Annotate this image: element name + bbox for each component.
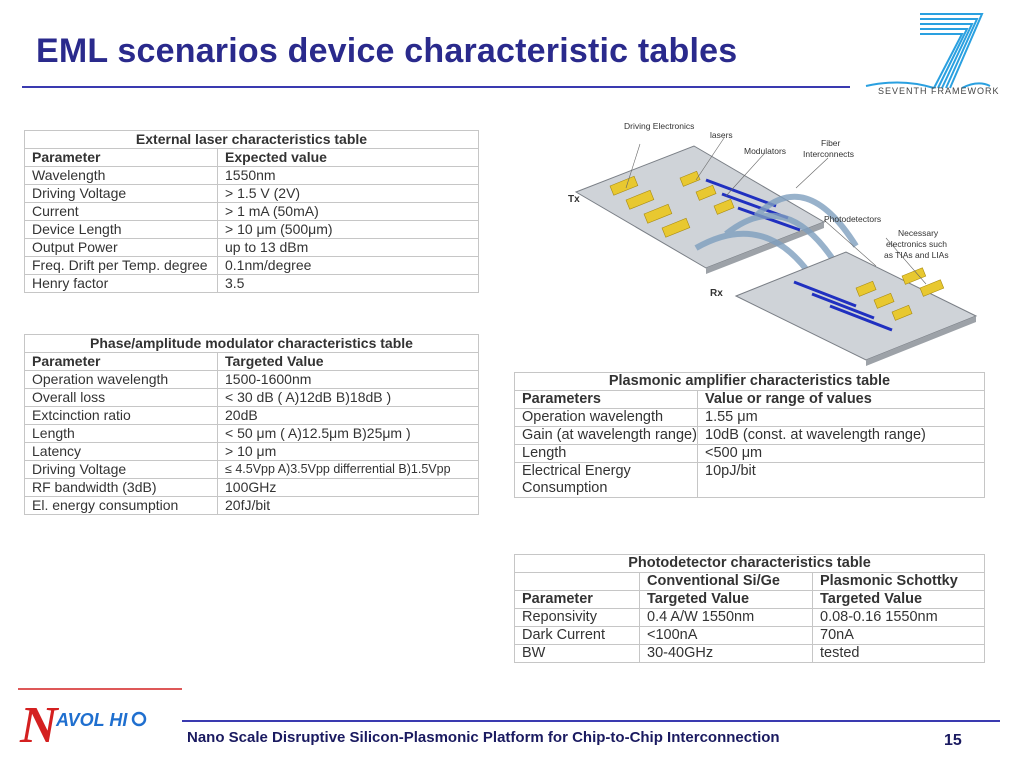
column-header: Expected value (218, 149, 479, 167)
label-driving-electronics: Driving Electronics (624, 121, 695, 131)
table-row (515, 463, 985, 498)
label-fiber: Fiber (821, 138, 841, 148)
column-group-header: Plasmonic Schottky (813, 573, 985, 591)
table-cell: Driving Voltage (25, 461, 218, 479)
table-cell: Henry factor (25, 275, 218, 293)
laser-characteristics-table (24, 130, 479, 293)
table-cell: ≤ 4.5Vpp A)3.5Vpp differrential B)1.5Vpp (218, 461, 479, 479)
table-cell: Dark Current (515, 627, 640, 645)
column-header: Targeted Value (218, 353, 479, 371)
table-cell: 1.55 μm (698, 409, 985, 427)
column-header: Parameters (515, 391, 698, 409)
table-row (515, 445, 985, 463)
table-cell: Reponsivity (515, 609, 640, 627)
column-header: Targeted Value (813, 591, 985, 609)
table-row (25, 479, 479, 497)
table-cell: Freq. Drift per Temp. degree (25, 257, 218, 275)
table-cell: 0.08-0.16 1550nm (813, 609, 985, 627)
tx-rx-chip-diagram (556, 116, 1000, 370)
slide-title: EML scenarios device characteristic tables (36, 32, 738, 70)
page-number: 15 (944, 732, 962, 749)
table-cell: Extcinction ratio (25, 407, 218, 425)
title-divider (22, 86, 850, 88)
table-cell: > 10 μm (500μm) (218, 221, 479, 239)
table-row (25, 497, 479, 515)
table-row (25, 167, 479, 185)
fp7-logo (862, 8, 992, 96)
table-cell: > 1 mA (50mA) (218, 203, 479, 221)
table-row (25, 389, 479, 407)
table-row (25, 221, 479, 239)
table-caption: Plasmonic amplifier characteristics table (515, 373, 985, 391)
table-row (515, 427, 985, 445)
table-cell: El. energy consumption (25, 497, 218, 515)
modulator-characteristics-table (24, 334, 479, 515)
label-rx: Rx (710, 288, 723, 299)
table-cell: Driving Voltage (25, 185, 218, 203)
column-header: Parameter (25, 353, 218, 371)
table-caption: Phase/amplitude modulator characteristics table (25, 335, 479, 353)
table-cell: 0.1nm/degree (218, 257, 479, 275)
table-row (25, 425, 479, 443)
table-row (515, 609, 985, 627)
table-row (25, 407, 479, 425)
table-row (25, 203, 479, 221)
table-row (25, 443, 479, 461)
table-cell: Operation wavelength (515, 409, 698, 427)
table-cell: up to 13 dBm (218, 239, 479, 257)
column-group-header (515, 573, 640, 591)
table-cell: Current (25, 203, 218, 221)
table-caption: Photodetector characteristics table (515, 555, 985, 573)
table-row (515, 409, 985, 427)
table-cell: Length (25, 425, 218, 443)
footer-title: Nano Scale Disruptive Silicon-Plasmonic Platform for Chip-to-Chip Interconnection (187, 729, 780, 746)
amplifier-characteristics-table (514, 372, 985, 498)
table-cell: 70nA (813, 627, 985, 645)
column-header: Parameter (25, 149, 218, 167)
table-cell: Gain (at wavelength range) (515, 427, 698, 445)
table-cell: 0.4 A/W 1550nm (640, 609, 813, 627)
table-cell: Latency (25, 443, 218, 461)
label-modulators: Modulators (744, 146, 787, 156)
table-row (25, 239, 479, 257)
table-row (25, 257, 479, 275)
logo-wordmark: AVOL HI (56, 710, 128, 730)
table-cell: 1500-1600nm (218, 371, 479, 389)
table-cell: 10dB (const. at wavelength range) (698, 427, 985, 445)
table-row (515, 645, 985, 663)
table-cell: Output Power (25, 239, 218, 257)
table-row (515, 627, 985, 645)
table-cell: < 50 μm ( A)12.5μm B)25μm ) (218, 425, 479, 443)
navolchi-logo (18, 686, 182, 748)
table-row (25, 185, 479, 203)
table-cell: tested (813, 645, 985, 663)
table-row (25, 461, 479, 479)
table-cell: 30-40GHz (640, 645, 813, 663)
label-photodetectors: Photodetectors (824, 214, 882, 224)
table-cell: 10pJ/bit (698, 463, 985, 498)
logo-initial: N (20, 697, 58, 748)
label-necessary: Necessary (898, 228, 939, 238)
column-group-header: Conventional Si/Ge (640, 573, 813, 591)
table-cell: < 30 dB ( A)12dB B)18dB ) (218, 389, 479, 407)
table-cell: 20dB (218, 407, 479, 425)
table-cell: Length (515, 445, 698, 463)
footer-divider (182, 720, 1000, 722)
table-row (25, 371, 479, 389)
label-tx: Tx (568, 194, 580, 205)
label-tias-lias: as TIAs and LIAs (884, 250, 949, 260)
label-interconnects: Interconnects (803, 149, 855, 159)
table-cell: <500 μm (698, 445, 985, 463)
label-electronics-such: electronics such (886, 239, 947, 249)
table-cell: 1550nm (218, 167, 479, 185)
column-header: Value or range of values (698, 391, 985, 409)
table-cell: BW (515, 645, 640, 663)
column-header: Parameter (515, 591, 640, 609)
table-cell: 100GHz (218, 479, 479, 497)
table-cell: <100nA (640, 627, 813, 645)
table-caption: External laser characteristics table (25, 131, 479, 149)
column-header: Targeted Value (640, 591, 813, 609)
table-cell: > 10 μm (218, 443, 479, 461)
table-cell: 3.5 (218, 275, 479, 293)
table-cell: Wavelength (25, 167, 218, 185)
fp7-label: SEVENTH FRAMEWORK (878, 86, 1000, 96)
table-cell: 20fJ/bit (218, 497, 479, 515)
table-cell: Overall loss (25, 389, 218, 407)
photodetector-characteristics-table (514, 554, 985, 663)
table-cell: Device Length (25, 221, 218, 239)
table-cell: Operation wavelength (25, 371, 218, 389)
label-lasers: lasers (710, 130, 733, 140)
table-cell: RF bandwidth (3dB) (25, 479, 218, 497)
table-row (25, 275, 479, 293)
table-cell: > 1.5 V (2V) (218, 185, 479, 203)
table-cell: Electrical Energy Consumption (515, 463, 698, 498)
